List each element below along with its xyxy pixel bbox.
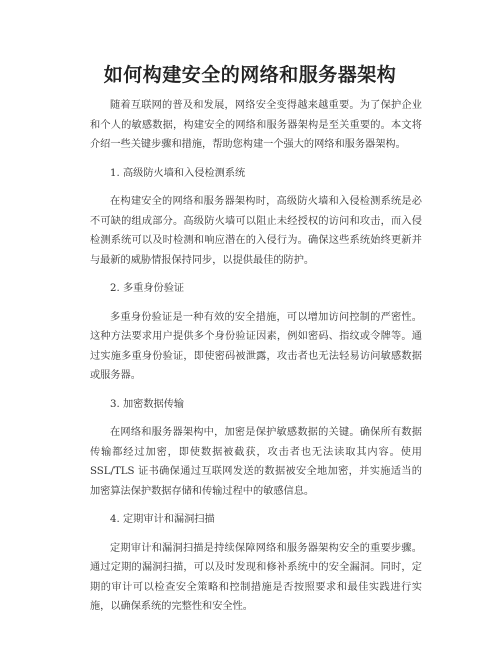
document-body xyxy=(90,96,422,617)
section-heading-firewall: 1. 高级防火墙和入侵检测系统 xyxy=(110,167,246,179)
section-heading-encryption: 3. 加密数据传输 xyxy=(110,398,185,410)
section-heading-audit: 4. 定期审计和漏洞扫描 xyxy=(110,514,215,525)
section-body-encryption: 在网络和服务器架构中，加密是保护敏感数据的关键。确保所有数据传输都经过加密，即使数据被截获，攻击者也无法读取其内容。使用 SSL/TLS 证书确保通过互联网发送的数据被安全地加密，并实施适当的加密算法保护数据存储和传输过程中的敏感信息。 xyxy=(90,427,422,497)
section-heading-mfa: 2. 多重身份验证 xyxy=(110,283,185,294)
document-title: 如何构建安全的网络和服务器架构 xyxy=(103,64,397,86)
section-body-firewall: 在构建安全的网络和服务器架构时，高级防火墙和入侵检测系统是必不可缺的组成部分。高级防火墙可以阻止未经授权的访问和攻击，而入侵检测系统可以及时检测和响应潜在的入侵行为。确保这些系统始终更新并与最新的威胁情报保持同步，以提供最佳的防护。 xyxy=(90,196,422,266)
section-body-audit: 定期审计和漏洞扫描是持续保障网络和服务器架构安全的重要步骤。通过定期的漏洞扫描，可以及时发现和修补系统中的安全漏洞。同时，定期的审计可以检查安全策略和控制措施是否按照要求和最佳实践进行实施，以确保系统的完整性和安全性。 xyxy=(90,542,422,612)
section-body-mfa: 多重身份验证是一种有效的安全措施，可以增加访问控制的严密性。这种方法要求用户提供多个身份验证因素，例如密码、指纹或令牌等。通过实施多重身份验证，即使密码被泄露，攻击者也无法轻易访问敏感数据或服务器。 xyxy=(90,311,422,381)
intro-paragraph: 随着互联网的普及和发展，网络安全变得越来越重要。为了保护企业和个人的敏感数据，构建安全的网络和服务器架构是至关重要的。本文将介绍一些关键步骤和措施，帮助您构建一个强大的网络和服务器架构。 xyxy=(90,100,422,150)
